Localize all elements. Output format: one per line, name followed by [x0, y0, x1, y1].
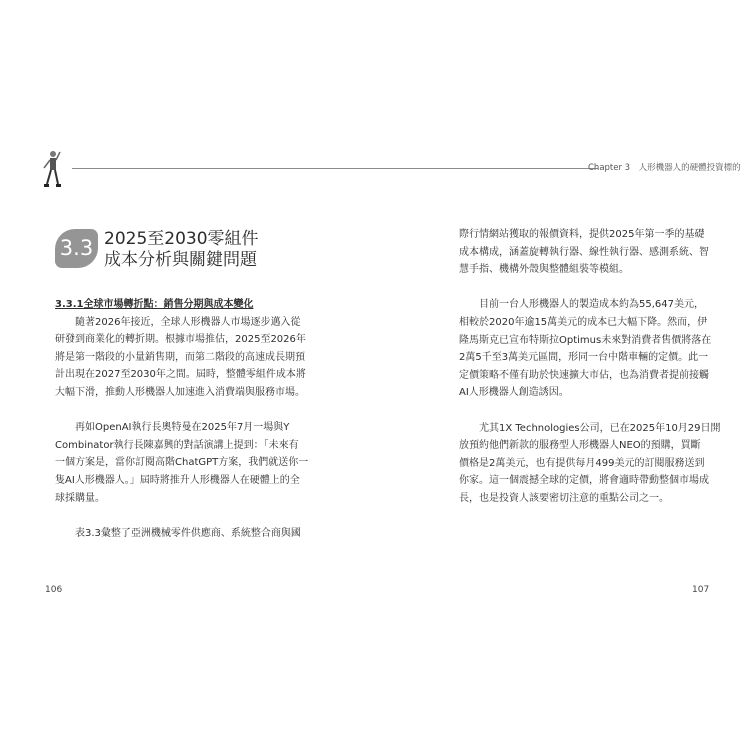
left-line: 隨著2026年接近，全球人形機器人市場逐步邁入從: [55, 316, 301, 328]
header-rule: [72, 168, 598, 169]
subsection-heading: 3.3.1全球市場轉折點：銷售分期與成本變化: [55, 299, 254, 310]
left-line: 研發到商業化的轉折期。根據市場推估，2025至2026年: [55, 334, 306, 346]
right-line: AI人形機器人創造誘因。: [459, 387, 569, 399]
left-line: 大幅下滑，推動人形機器人加速進入消費端與服務市場。: [55, 386, 305, 398]
right-line: 慧手指、機構外殼與整體組裝等模組。: [459, 264, 629, 276]
left-line: Combinator執行長陳嘉興的對話演講上提到：「未來有: [55, 439, 299, 451]
section-title-line-1: 2025至2030零組件: [104, 229, 259, 249]
section-title-line-2: 成本分析與關鍵問題: [104, 250, 257, 270]
right-line: 價格是2萬美元，也有提供每月499美元的訂閱服務送到: [459, 457, 705, 469]
left-line: 一個方案是，當你訂閱高階ChatGPT方案，我們就送你一: [55, 457, 309, 469]
left-line: 球採購量。: [55, 492, 105, 504]
right-line: 際行情網站獲取的報價資料，提供2025年第一季的基礎: [459, 229, 705, 240]
right-line: 長，也是投資人該要密切注意的重點公司之一。: [459, 492, 669, 504]
right-line: 2萬5千至3萬美元區間，形同一台中階車輛的定價。此一: [459, 352, 709, 364]
robot-figure-icon: [38, 150, 64, 192]
left-gap: [55, 402, 335, 420]
right-line: 隆馬斯克已宣布特斯拉Optimus未來對消費者售價將落在: [459, 334, 712, 346]
right-line: 放預約他們新款的服務型人形機器人NEO的預購，買斷: [459, 440, 701, 452]
left-line: 表3.3彙整了亞洲機械零件供應商、系統整合商與國: [55, 527, 301, 539]
page-number-left: 106: [45, 585, 63, 595]
page-number-right: 107: [692, 585, 710, 595]
running-header: Chapter 3 人形機器人的硬體投資標的: [588, 163, 741, 173]
right-line: 相較於2020年逾15萬美元的成本已大幅下降。然而，伊: [459, 316, 708, 328]
left-line: 再如OpenAI執行長奧特曼在2025年7月一場與Y: [55, 422, 290, 434]
left-line: 隻AI人形機器人。」屆時將推升人形機器人在硬體上的全: [55, 474, 300, 486]
right-column: [459, 226, 719, 508]
right-line: 目前一台人形機器人的製造成本約為55,647美元，: [459, 299, 704, 311]
right-line: 定價策略不僅有助於快速擴大市佔，也為消費者提前接觸: [459, 369, 709, 381]
right-line: 成本構成，涵蓋旋轉執行器、線性執行器、感測系統、智: [459, 246, 709, 258]
section-number-badge: 3.3: [55, 229, 98, 268]
left-line: 計出現在2027至2030年之間。屆時，整體零組件成本將: [55, 369, 306, 381]
section-title: [104, 229, 259, 271]
left-line: 將是第一階段的小量銷售期，而第二階段的高速成長期預: [55, 351, 305, 363]
left-column: [55, 296, 335, 542]
right-gap: [459, 402, 719, 420]
left-gap: [55, 507, 335, 525]
right-line: 你家。這一個震撼全球的定價，將會適時帶動整個市場成: [459, 475, 709, 487]
right-gap: [459, 279, 719, 297]
right-line: 尤其1X Technologies公司，已在2025年10月29日開: [459, 422, 721, 434]
